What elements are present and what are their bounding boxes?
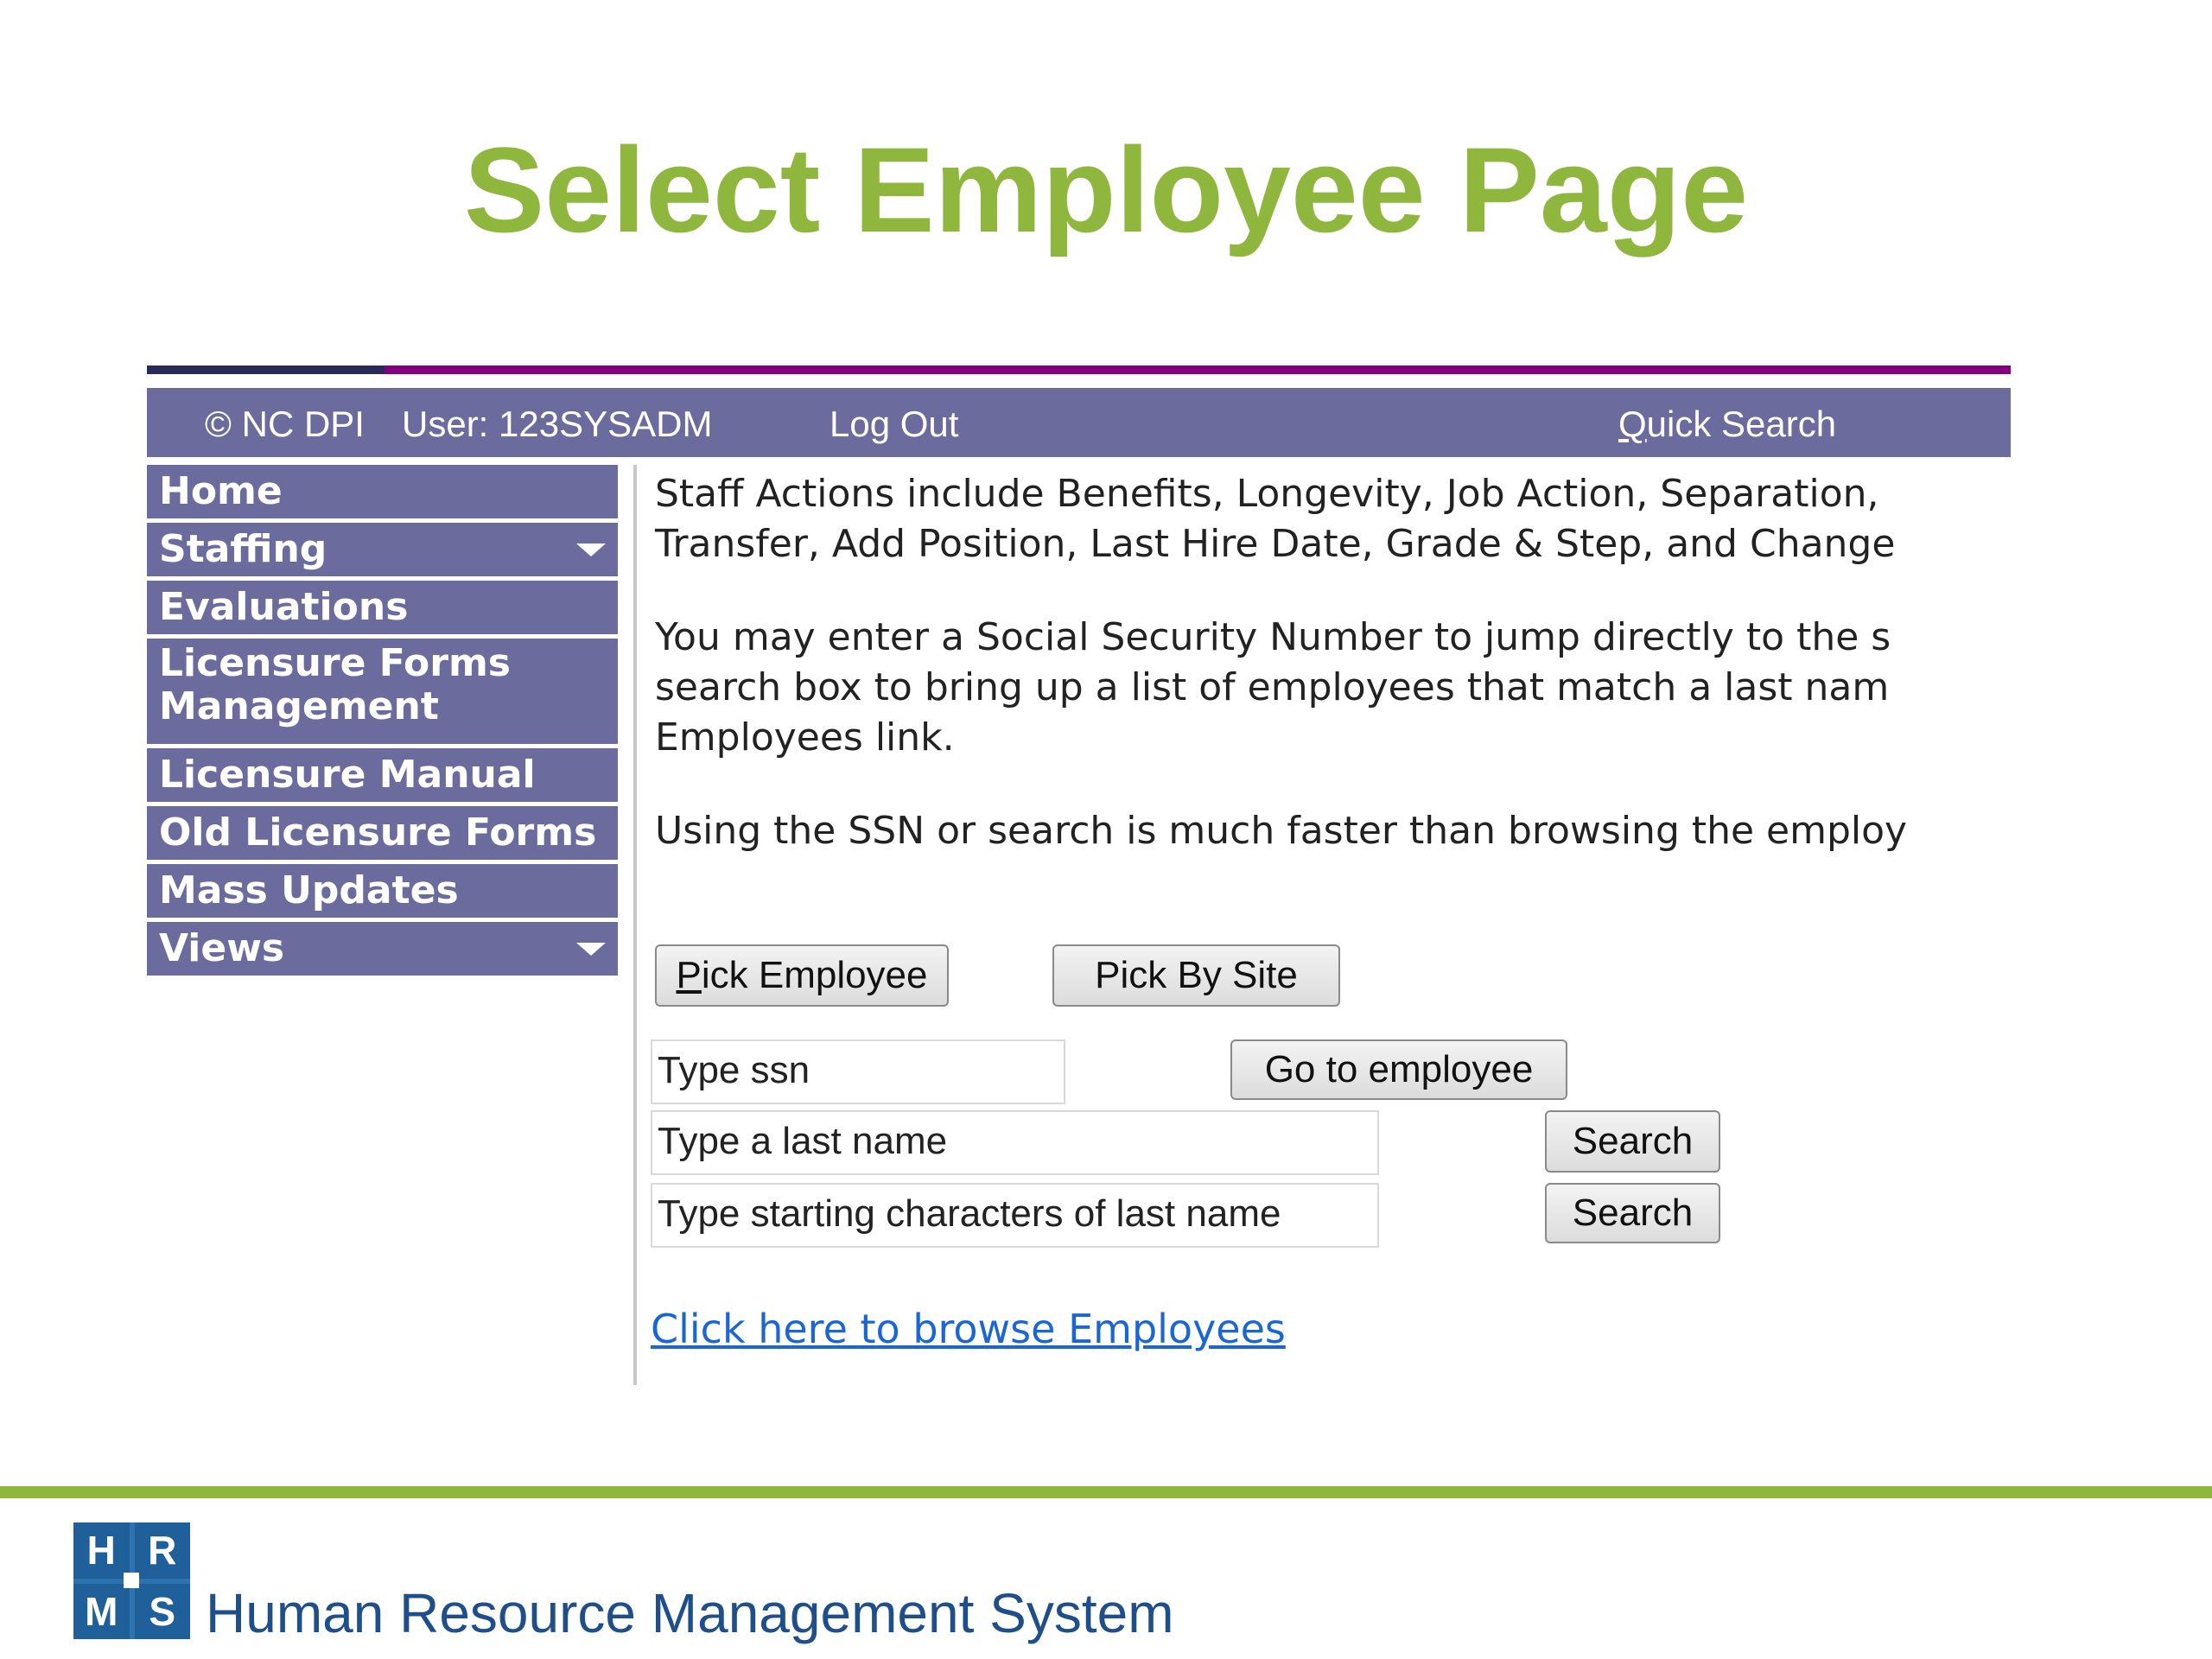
logo-letter: H [73,1522,130,1579]
logo-letter: S [135,1584,191,1640]
logo-letter: R [135,1522,191,1579]
last-name-input[interactable]: Type a last name [651,1110,1379,1175]
paragraph-line: Using the SSN or search is much faster than browsing the employ [655,809,1908,853]
go-to-employee-label: Go to employee [1264,1048,1534,1090]
chevron-down-icon [576,943,606,956]
paragraph-line: Employees link. [655,715,955,760]
sidebar-item-staffing[interactable] [147,523,618,576]
sidebar-item-label: Mass Updates [159,868,459,912]
top-accent-bar [147,365,2011,374]
sidebar-item-label: Evaluations [159,585,409,629]
sidebar-item-evaluations[interactable] [147,581,618,634]
logo-letter: M [73,1584,130,1640]
pick-employee-button[interactable] [655,944,949,1007]
paragraph-line: Transfer, Add Position, Last Hire Date, Grade & Step, and Change [655,522,1896,566]
starting-chars-input[interactable]: Type starting characters of last name [651,1183,1379,1248]
starting-chars-search-button[interactable] [1545,1183,1720,1243]
sidebar-nav [147,465,618,980]
search-label: Search [1572,1192,1694,1234]
pick-employee-label: Pick Employee [676,954,928,996]
top-accent-bar-left [147,365,385,374]
browse-employees-link[interactable]: Click here to browse Employees [651,1306,1286,1352]
sidebar-item-licensure-manual[interactable] [147,748,618,802]
sidebar-item-home[interactable] [147,465,618,518]
hrms-logo [73,1522,190,1639]
sidebar-item-views[interactable] [147,922,618,976]
app-window [147,365,2011,1385]
sidebar-item-label: Views [159,926,285,970]
paragraph-line: Staff Actions include Benefits, Longevity, Job Action, Separation, [655,472,1879,516]
content-divider [633,465,637,1385]
footer-divider [0,1486,2212,1498]
sidebar-item-label: Home [159,469,283,513]
go-to-employee-button[interactable] [1230,1039,1567,1100]
logo-center-dot [124,1573,139,1588]
paragraph-line: You may enter a Social Security Number to jump directly to the s [655,615,1891,659]
sidebar-item-label: Licensure Manual [159,753,536,797]
sidebar-item-mass-updates[interactable] [147,864,618,918]
user-label: User: 123SYSADM [402,404,713,444]
copyright-label: © NC DPI [205,404,365,444]
pick-by-site-label: Pick By Site [1095,954,1298,996]
speed-tip-paragraph [655,806,1907,856]
sidebar-item-old-licensure-forms[interactable] [147,806,618,860]
ssn-input[interactable]: Type ssn [651,1039,1065,1104]
sidebar-item-label: Licensure Forms Management [159,641,511,728]
slide-title: Select Employee Page [463,122,1749,257]
quick-search-link[interactable]: Quick Search [1618,404,1837,444]
logout-link[interactable]: Log Out [830,404,959,444]
paragraph-line: search box to bring up a list of employees that match a last nam [655,665,1890,709]
staff-actions-paragraph [655,469,1895,569]
sidebar-item-label: Staffing [159,527,327,571]
search-label: Search [1572,1120,1694,1162]
chevron-down-icon [576,543,606,556]
pick-by-site-button[interactable] [1052,944,1340,1007]
ssn-instructions-paragraph [655,613,1891,763]
sidebar-item-licensure-forms-management[interactable] [147,639,618,744]
sidebar-item-label: Old Licensure Forms [159,810,597,855]
header-bar [147,388,2011,457]
last-name-search-button[interactable] [1545,1110,1720,1173]
footer-system-name: Human Resource Management System [206,1582,1174,1644]
